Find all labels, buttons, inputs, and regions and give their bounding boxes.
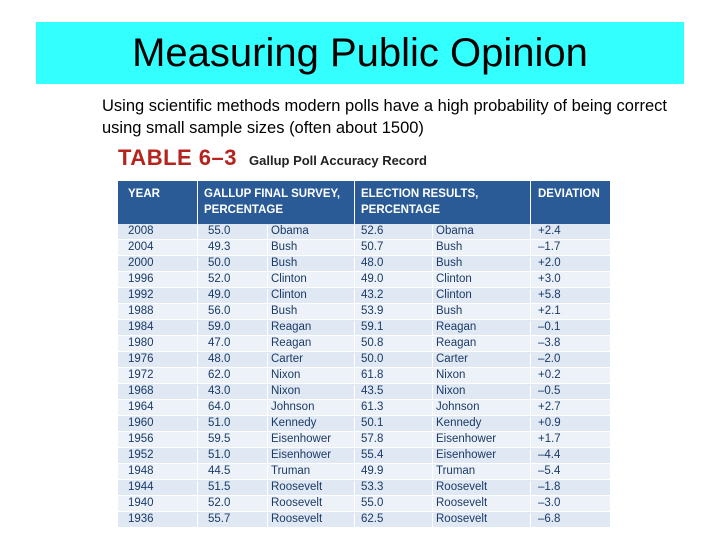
gallup-candidate-cell: Obama bbox=[271, 225, 309, 237]
result-percent-cell: 43.5 bbox=[361, 385, 384, 397]
column-divider bbox=[197, 353, 198, 367]
column-divider bbox=[354, 401, 355, 415]
column-divider bbox=[432, 257, 433, 271]
column-divider bbox=[354, 257, 355, 271]
column-divider bbox=[267, 337, 268, 351]
deviation-cell: –2.0 bbox=[538, 353, 561, 365]
result-percent-cell: 50.7 bbox=[361, 241, 384, 253]
result-candidate-cell: Roosevelt bbox=[436, 481, 488, 493]
table-row bbox=[118, 368, 610, 384]
result-candidate-cell: Truman bbox=[436, 465, 476, 477]
gallup-candidate-cell: Reagan bbox=[271, 321, 312, 333]
table-name: Gallup Poll Accuracy Record bbox=[249, 153, 427, 168]
column-divider bbox=[197, 385, 198, 399]
table-caption bbox=[118, 145, 610, 181]
column-divider bbox=[197, 369, 198, 383]
column-divider bbox=[530, 241, 531, 255]
table-row bbox=[118, 512, 610, 528]
deviation-cell: –5.4 bbox=[538, 465, 561, 477]
gallup-candidate-cell: Clinton bbox=[271, 273, 307, 285]
result-candidate-cell: Obama bbox=[436, 225, 474, 237]
year-cell: 1956 bbox=[128, 433, 154, 445]
result-percent-cell: 55.0 bbox=[361, 497, 384, 509]
column-divider bbox=[267, 321, 268, 335]
result-percent-cell: 43.2 bbox=[361, 289, 384, 301]
column-divider bbox=[267, 241, 268, 255]
gallup-percent-cell: 48.0 bbox=[208, 353, 231, 365]
result-percent-cell: 62.5 bbox=[361, 513, 384, 525]
column-divider bbox=[197, 337, 198, 351]
header-deviation: DEVIATION bbox=[538, 188, 600, 200]
table-row bbox=[118, 224, 610, 240]
column-divider bbox=[354, 449, 355, 463]
column-divider bbox=[432, 481, 433, 495]
column-divider bbox=[530, 513, 531, 527]
column-divider bbox=[530, 417, 531, 431]
table-row bbox=[118, 432, 610, 448]
column-divider bbox=[197, 465, 198, 479]
column-divider bbox=[197, 417, 198, 431]
deviation-cell: +2.7 bbox=[538, 401, 561, 413]
column-divider bbox=[530, 337, 531, 351]
year-cell: 1960 bbox=[128, 417, 154, 429]
gallup-percent-cell: 59.5 bbox=[208, 433, 231, 445]
column-divider bbox=[432, 289, 433, 303]
column-divider bbox=[432, 497, 433, 511]
year-cell: 1988 bbox=[128, 305, 154, 317]
result-candidate-cell: Eisenhower bbox=[436, 433, 497, 445]
column-divider bbox=[432, 369, 433, 383]
gallup-percent-cell: 49.3 bbox=[208, 241, 231, 253]
gallup-percent-cell: 51.0 bbox=[208, 449, 231, 461]
table-row bbox=[118, 336, 610, 352]
table-row bbox=[118, 240, 610, 256]
result-percent-cell: 49.9 bbox=[361, 465, 384, 477]
table-row bbox=[118, 384, 610, 400]
result-candidate-cell: Carter bbox=[436, 353, 468, 365]
result-candidate-cell: Kennedy bbox=[436, 417, 482, 429]
gallup-percent-cell: 49.0 bbox=[208, 289, 231, 301]
gallup-candidate-cell: Reagan bbox=[271, 337, 312, 349]
year-cell: 1964 bbox=[128, 401, 154, 413]
column-divider bbox=[354, 241, 355, 255]
year-cell: 1992 bbox=[128, 289, 154, 301]
result-percent-cell: 50.1 bbox=[361, 417, 384, 429]
title-bar bbox=[36, 22, 684, 84]
table-row bbox=[118, 288, 610, 304]
gallup-candidate-cell: Roosevelt bbox=[271, 497, 323, 509]
column-divider bbox=[530, 257, 531, 271]
column-divider bbox=[267, 433, 268, 447]
column-divider bbox=[530, 465, 531, 479]
gallup-candidate-cell: Nixon bbox=[271, 385, 301, 397]
gallup-candidate-cell: Roosevelt bbox=[271, 481, 323, 493]
gallup-percent-cell: 44.5 bbox=[208, 465, 231, 477]
deviation-cell: +2.4 bbox=[538, 225, 561, 237]
column-divider bbox=[354, 289, 355, 303]
column-divider bbox=[432, 241, 433, 255]
result-percent-cell: 50.8 bbox=[361, 337, 384, 349]
deviation-cell: +2.0 bbox=[538, 257, 561, 269]
deviation-cell: –1.7 bbox=[538, 241, 561, 253]
result-candidate-cell: Roosevelt bbox=[436, 497, 488, 509]
column-divider bbox=[432, 433, 433, 447]
column-divider bbox=[197, 401, 198, 415]
column-divider bbox=[197, 513, 198, 527]
column-divider bbox=[432, 305, 433, 319]
column-divider bbox=[354, 353, 355, 367]
table-row bbox=[118, 496, 610, 512]
column-divider bbox=[197, 257, 198, 271]
column-divider bbox=[354, 273, 355, 287]
year-cell: 1996 bbox=[128, 273, 154, 285]
header-year: YEAR bbox=[128, 188, 160, 200]
result-percent-cell: 59.1 bbox=[361, 321, 384, 333]
column-divider bbox=[267, 369, 268, 383]
gallup-percent-cell: 52.0 bbox=[208, 497, 231, 509]
column-divider bbox=[197, 481, 198, 495]
deviation-cell: –4.4 bbox=[538, 449, 561, 461]
result-percent-cell: 52.6 bbox=[361, 225, 384, 237]
column-divider bbox=[354, 337, 355, 351]
gallup-percent-cell: 51.5 bbox=[208, 481, 231, 493]
column-divider bbox=[432, 401, 433, 415]
column-divider bbox=[530, 321, 531, 335]
deviation-cell: +5.8 bbox=[538, 289, 561, 301]
header-divider bbox=[197, 181, 198, 224]
column-divider bbox=[354, 305, 355, 319]
column-divider bbox=[432, 513, 433, 527]
gallup-candidate-cell: Eisenhower bbox=[271, 433, 332, 445]
column-divider bbox=[267, 273, 268, 287]
year-cell: 1968 bbox=[128, 385, 154, 397]
column-divider bbox=[267, 225, 268, 239]
column-divider bbox=[530, 433, 531, 447]
column-divider bbox=[197, 497, 198, 511]
column-divider bbox=[530, 449, 531, 463]
result-percent-cell: 53.9 bbox=[361, 305, 384, 317]
gallup-candidate-cell: Bush bbox=[271, 241, 298, 253]
deviation-cell: +1.7 bbox=[538, 433, 561, 445]
column-divider bbox=[530, 305, 531, 319]
table-body bbox=[118, 224, 610, 528]
gallup-candidate-cell: Kennedy bbox=[271, 417, 317, 429]
column-divider bbox=[432, 449, 433, 463]
gallup-candidate-cell: Bush bbox=[271, 257, 298, 269]
column-divider bbox=[432, 385, 433, 399]
column-divider bbox=[354, 481, 355, 495]
column-divider bbox=[354, 465, 355, 479]
column-divider bbox=[197, 321, 198, 335]
result-percent-cell: 61.3 bbox=[361, 401, 384, 413]
gallup-candidate-cell: Truman bbox=[271, 465, 311, 477]
column-divider bbox=[432, 465, 433, 479]
column-divider bbox=[530, 369, 531, 383]
result-candidate-cell: Bush bbox=[436, 241, 463, 253]
gallup-percent-cell: 51.0 bbox=[208, 417, 231, 429]
column-divider bbox=[432, 225, 433, 239]
year-cell: 2000 bbox=[128, 257, 154, 269]
table-header bbox=[118, 181, 610, 224]
column-divider bbox=[530, 401, 531, 415]
result-percent-cell: 61.8 bbox=[361, 369, 384, 381]
table-row bbox=[118, 304, 610, 320]
column-divider bbox=[267, 465, 268, 479]
column-divider bbox=[267, 481, 268, 495]
gallup-percent-cell: 64.0 bbox=[208, 401, 231, 413]
column-divider bbox=[530, 289, 531, 303]
column-divider bbox=[197, 305, 198, 319]
slide-title: Measuring Public Opinion bbox=[132, 30, 588, 75]
gallup-percent-cell: 47.0 bbox=[208, 337, 231, 349]
gallup-candidate-cell: Eisenhower bbox=[271, 449, 332, 461]
year-cell: 1984 bbox=[128, 321, 154, 333]
gallup-percent-cell: 62.0 bbox=[208, 369, 231, 381]
column-divider bbox=[267, 257, 268, 271]
deviation-cell: +2.1 bbox=[538, 305, 561, 317]
gallup-candidate-cell: Roosevelt bbox=[271, 513, 323, 525]
column-divider bbox=[530, 225, 531, 239]
year-cell: 2008 bbox=[128, 225, 154, 237]
column-divider bbox=[432, 321, 433, 335]
column-divider bbox=[354, 225, 355, 239]
gallup-percent-cell: 55.7 bbox=[208, 513, 231, 525]
result-percent-cell: 50.0 bbox=[361, 353, 384, 365]
column-divider bbox=[354, 417, 355, 431]
column-divider bbox=[197, 449, 198, 463]
result-candidate-cell: Roosevelt bbox=[436, 513, 488, 525]
table-row bbox=[118, 400, 610, 416]
gallup-candidate-cell: Clinton bbox=[271, 289, 307, 301]
header-divider bbox=[354, 181, 355, 224]
year-cell: 1952 bbox=[128, 449, 154, 461]
column-divider bbox=[267, 385, 268, 399]
table-row bbox=[118, 416, 610, 432]
year-cell: 1948 bbox=[128, 465, 154, 477]
deviation-cell: –3.0 bbox=[538, 497, 561, 509]
table-row bbox=[118, 272, 610, 288]
gallup-percent-cell: 50.0 bbox=[208, 257, 231, 269]
result-candidate-cell: Reagan bbox=[436, 321, 477, 333]
gallup-percent-cell: 52.0 bbox=[208, 273, 231, 285]
column-divider bbox=[267, 449, 268, 463]
column-divider bbox=[530, 353, 531, 367]
gallup-candidate-cell: Bush bbox=[271, 305, 298, 317]
year-cell: 1940 bbox=[128, 497, 154, 509]
column-divider bbox=[197, 225, 198, 239]
gallup-percent-cell: 55.0 bbox=[208, 225, 231, 237]
column-divider bbox=[267, 305, 268, 319]
column-divider bbox=[354, 513, 355, 527]
column-divider bbox=[432, 417, 433, 431]
result-candidate-cell: Reagan bbox=[436, 337, 477, 349]
result-percent-cell: 48.0 bbox=[361, 257, 384, 269]
deviation-cell: –0.5 bbox=[538, 385, 561, 397]
year-cell: 1936 bbox=[128, 513, 154, 525]
column-divider bbox=[354, 433, 355, 447]
column-divider bbox=[354, 385, 355, 399]
result-percent-cell: 57.8 bbox=[361, 433, 384, 445]
deviation-cell: –0.1 bbox=[538, 321, 561, 333]
gallup-percent-cell: 56.0 bbox=[208, 305, 231, 317]
column-divider bbox=[530, 273, 531, 287]
table-row bbox=[118, 320, 610, 336]
column-divider bbox=[267, 497, 268, 511]
poll-accuracy-table bbox=[118, 145, 610, 528]
result-percent-cell: 49.0 bbox=[361, 273, 384, 285]
result-candidate-cell: Johnson bbox=[436, 401, 480, 413]
result-percent-cell: 55.4 bbox=[361, 449, 384, 461]
table-number: TABLE 6–3 bbox=[118, 145, 238, 170]
column-divider bbox=[354, 369, 355, 383]
column-divider bbox=[197, 273, 198, 287]
result-candidate-cell: Nixon bbox=[436, 369, 466, 381]
column-divider bbox=[197, 241, 198, 255]
column-divider bbox=[432, 337, 433, 351]
result-candidate-cell: Nixon bbox=[436, 385, 466, 397]
gallup-candidate-cell: Nixon bbox=[271, 369, 301, 381]
header-divider bbox=[530, 181, 531, 224]
year-cell: 1972 bbox=[128, 369, 154, 381]
gallup-candidate-cell: Johnson bbox=[271, 401, 315, 413]
column-divider bbox=[267, 417, 268, 431]
result-candidate-cell: Bush bbox=[436, 257, 463, 269]
column-divider bbox=[197, 289, 198, 303]
column-divider bbox=[432, 273, 433, 287]
table-row bbox=[118, 464, 610, 480]
result-candidate-cell: Bush bbox=[436, 305, 463, 317]
result-percent-cell: 53.3 bbox=[361, 481, 384, 493]
column-divider bbox=[354, 497, 355, 511]
column-divider bbox=[267, 513, 268, 527]
table-row bbox=[118, 448, 610, 464]
deviation-cell: +3.0 bbox=[538, 273, 561, 285]
column-divider bbox=[197, 433, 198, 447]
column-divider bbox=[267, 353, 268, 367]
column-divider bbox=[267, 401, 268, 415]
slide-subtitle: Using scientific methods modern polls have a high probability of being correct using small sample sizes (often about 1500) bbox=[102, 97, 667, 137]
deviation-cell: +0.9 bbox=[538, 417, 561, 429]
table-row bbox=[118, 352, 610, 368]
deviation-cell: –1.8 bbox=[538, 481, 561, 493]
table-row bbox=[118, 480, 610, 496]
result-candidate-cell: Clinton bbox=[436, 273, 472, 285]
gallup-percent-cell: 59.0 bbox=[208, 321, 231, 333]
result-candidate-cell: Eisenhower bbox=[436, 449, 497, 461]
column-divider bbox=[530, 481, 531, 495]
year-cell: 1944 bbox=[128, 481, 154, 493]
column-divider bbox=[267, 289, 268, 303]
header-results: ELECTION RESULTS, PERCENTAGE bbox=[361, 188, 479, 216]
deviation-cell: –6.8 bbox=[538, 513, 561, 525]
header-gallup: GALLUP FINAL SURVEY, PERCENTAGE bbox=[204, 188, 341, 216]
result-candidate-cell: Clinton bbox=[436, 289, 472, 301]
year-cell: 1980 bbox=[128, 337, 154, 349]
year-cell: 2004 bbox=[128, 241, 154, 253]
table-row bbox=[118, 256, 610, 272]
year-cell: 1976 bbox=[128, 353, 154, 365]
gallup-percent-cell: 43.0 bbox=[208, 385, 231, 397]
deviation-cell: +0.2 bbox=[538, 369, 561, 381]
deviation-cell: –3.8 bbox=[538, 337, 561, 349]
column-divider bbox=[432, 353, 433, 367]
column-divider bbox=[530, 385, 531, 399]
column-divider bbox=[354, 321, 355, 335]
gallup-candidate-cell: Carter bbox=[271, 353, 303, 365]
column-divider bbox=[530, 497, 531, 511]
